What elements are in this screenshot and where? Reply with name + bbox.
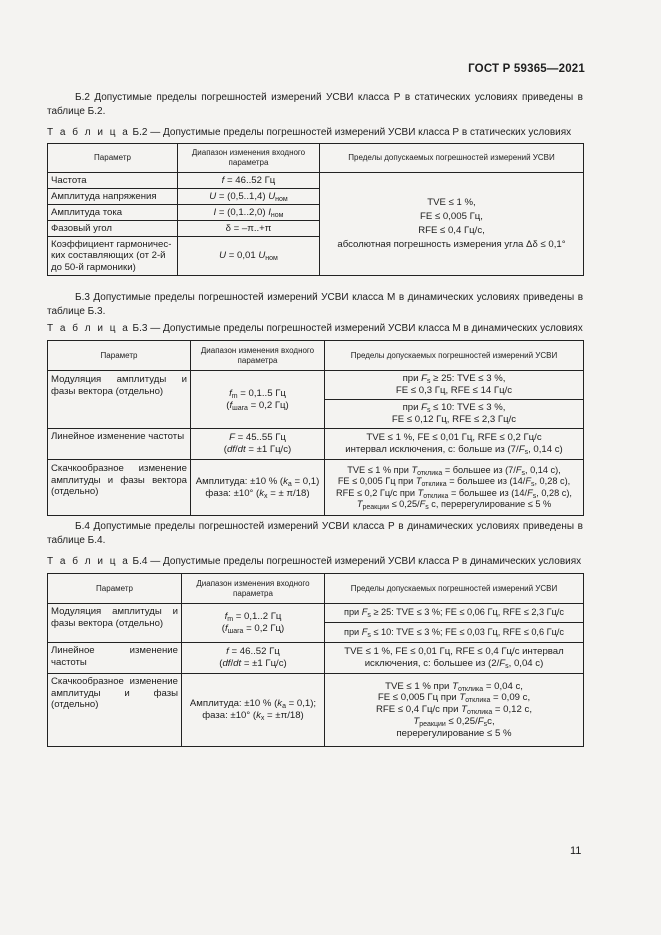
caption-b2 (47, 126, 607, 140)
col-header-range: Диапазон изменения входного параметра (178, 144, 320, 173)
col-header-parameter: Параметр (48, 144, 178, 173)
standard-header: ГОСТ Р 59365—2021 (468, 63, 585, 75)
col-header-limits: Пределы допускаемых погрешностей измерений УСВИ (325, 574, 584, 604)
table-cell-range: f = 46..52 Гц (df/dt = ±1 Гц/с) (182, 643, 325, 674)
table-cell-param: Скачкообразное изменение амплитуды и фазы (отдельно) (48, 674, 182, 747)
col-header-limits: Пределы допускаемых погрешностей измерений УСВИ (325, 341, 584, 371)
table-cell-param: Фазовый угол (48, 221, 178, 237)
table-cell-param: Линейное изменение частоты (48, 429, 191, 460)
table-cell-limits (320, 173, 584, 276)
caption-b4 (47, 555, 607, 569)
table-b2 (47, 143, 584, 276)
table-cell-range: $f_m = 0,1..5$ Гц ($f_{шага} = 0,2$ Гц) (191, 371, 325, 429)
caption-text: Б.4 — Допустимые пределы погрешностей измерений УСВИ класса Р в динамических условиях (129, 556, 582, 567)
table-cell-range: I = (0,1..2,0) $I_{ном}$ (178, 205, 320, 221)
caption-prefix: Т а б л и ц а (47, 556, 130, 567)
table-cell-range: F = 45..55 Гц (df/dt = ±1 Гц/с) (191, 429, 325, 460)
table-cell-param: Модуляция амплитуды и фазы вектора (отдельно) (48, 371, 191, 429)
paragraph-b3: Б.3 Допустимые пределы погрешностей измерений УСВИ класса М в динамических условиях приведены в таблице Б.3. (47, 292, 583, 317)
table-cell-param: Амплитуда напряжения (48, 189, 178, 205)
table-b3 (47, 340, 584, 516)
caption-b3 (47, 322, 607, 336)
limit-line: RFE ≤ 0,4 Гц/с, (418, 225, 485, 236)
col-header-parameter: Параметр (48, 574, 182, 604)
caption-text: Б.2 — Допустимые пределы погрешностей измерений УСВИ класса Р в статических условиях (129, 127, 572, 138)
table-cell-limits: при $F_s \ge 25$: TVE ≤ 3 %, FE ≤ 0,3 Гц, RFE ≤ 14 Гц/с (325, 371, 584, 400)
table-cell-range: U = (0,5..1,4) $U_{ном}$ (178, 189, 320, 205)
col-header-range: Диапазон изменения входного параметра (182, 574, 325, 604)
table-cell-limits: TVE ≤ 1 % при $T_{отклика}$ = большее из ($7/F_s$, 0,14 с), FE ≤ 0,005 Гц при $T_{отклика}$ = большее из ($14/F_s$, 0,28 с), RFE ≤ 0,2 Гц/с при $T_{отклика}$ = большее из ($14/F_s$, 0,28 с), $T_{реакции} \le 0,25/F_s$ с, перерегулирование ≤ 5 % (325, 460, 584, 516)
table-cell-range: Амплитуда: ±10 % $(k_a = 0,1)$ фаза: ±10° ($k_x$ = ± π/18) (191, 460, 325, 516)
caption-prefix: Т а б л и ц а (47, 323, 130, 334)
paragraph-b2: Б.2 Допустимые пределы погрешностей измерений УСВИ класса Р в статических условиях приведены в таблице Б.2. (47, 92, 583, 117)
table-cell-range: δ = –π..+π (178, 221, 320, 237)
table-cell-param: Частота (48, 173, 178, 189)
table-cell-range: U = 0,01 $U_{ном}$ (178, 237, 320, 276)
limit-line: FE ≤ 0,005 Гц, (420, 211, 483, 222)
table-cell-limits: при $F_s \ge 25$: TVE ≤ 3 %; FE ≤ 0,06 Гц, RFE ≤ 2,3 Гц/с (325, 604, 584, 623)
caption-prefix: Т а б л и ц а (47, 127, 130, 138)
table-cell-param: Коэффициент гармонических составляющих (от 2-й до 50-й гармоники) (48, 237, 178, 276)
table-cell-param: Линейное изменение частоты (48, 643, 182, 674)
table-cell-limits: TVE ≤ 1 %, FE ≤ 0,01 Гц, RFE ≤ 0,2 Гц/с интервал исключения, с: больше из ($7/F_s$, 0,14 с) (325, 429, 584, 460)
table-cell-param: Скачкообразное изменение амплитуды и фазы вектора (отдельно) (48, 460, 191, 516)
col-header-range: Диапазон изменения входного параметра (191, 341, 325, 371)
table-cell-limits: TVE ≤ 1 %, FE ≤ 0,01 Гц, RFE ≤ 0,4 Гц/с интервал исключения, с: большее из ($2/F_s$, 0,04 с) (325, 643, 584, 674)
table-cell-param: Амплитуда тока (48, 205, 178, 221)
limit-line: TVE ≤ 1 %, (427, 197, 476, 208)
table-cell-range: f = 46..52 Гц (178, 173, 320, 189)
limit-line: абсолютная погрешность измерения угла Δδ ≤ 0,1° (337, 239, 566, 250)
caption-text: Б.3 — Допустимые пределы погрешностей измерений УСВИ класса М в динамических условиях (129, 323, 583, 334)
table-cell-limits: при $F_s \le 10$: TVE ≤ 3 %; FE ≤ 0,03 Гц, RFE ≤ 0,6 Гц/с (325, 623, 584, 643)
table-cell-range: Амплитуда: ±10 % $(k_a = 0,1)$; фаза: ±10° $(k_x = \pm\pi/18)$ (182, 674, 325, 747)
table-b4 (47, 573, 584, 747)
page-number: 11 (570, 845, 582, 857)
paragraph-b4: Б.4 Допустимые пределы погрешностей измерений УСВИ класса Р в динамических условиях приведены в таблице Б.4. (47, 521, 583, 546)
table-cell-limits: TVE ≤ 1 % при $T_{отклика} = 0,04$ с, FE ≤ 0,005 Гц при $T_{отклика} = 0,09$ с, RFE ≤ 0,4 Гц/с при $T_{отклика} = 0,12$ с, $T_{реакции} \le 0,25/F_sс$, перерегулирование ≤ 5 % (325, 674, 584, 747)
col-header-parameter: Параметр (48, 341, 191, 371)
table-cell-range: $f_m = 0,1..2$ Гц ($f_{шага} = 0,2$ Гц) (182, 604, 325, 643)
table-cell-param: Модуляция амплитуды и фазы вектора (отдельно) (48, 604, 182, 643)
table-cell-limits: при $F_s \le 10$: TVE ≤ 3 %, FE ≤ 0,12 Гц, RFE ≤ 2,3 Гц/с (325, 400, 584, 429)
col-header-limits: Пределы допускаемых погрешностей измерений УСВИ (320, 144, 584, 173)
